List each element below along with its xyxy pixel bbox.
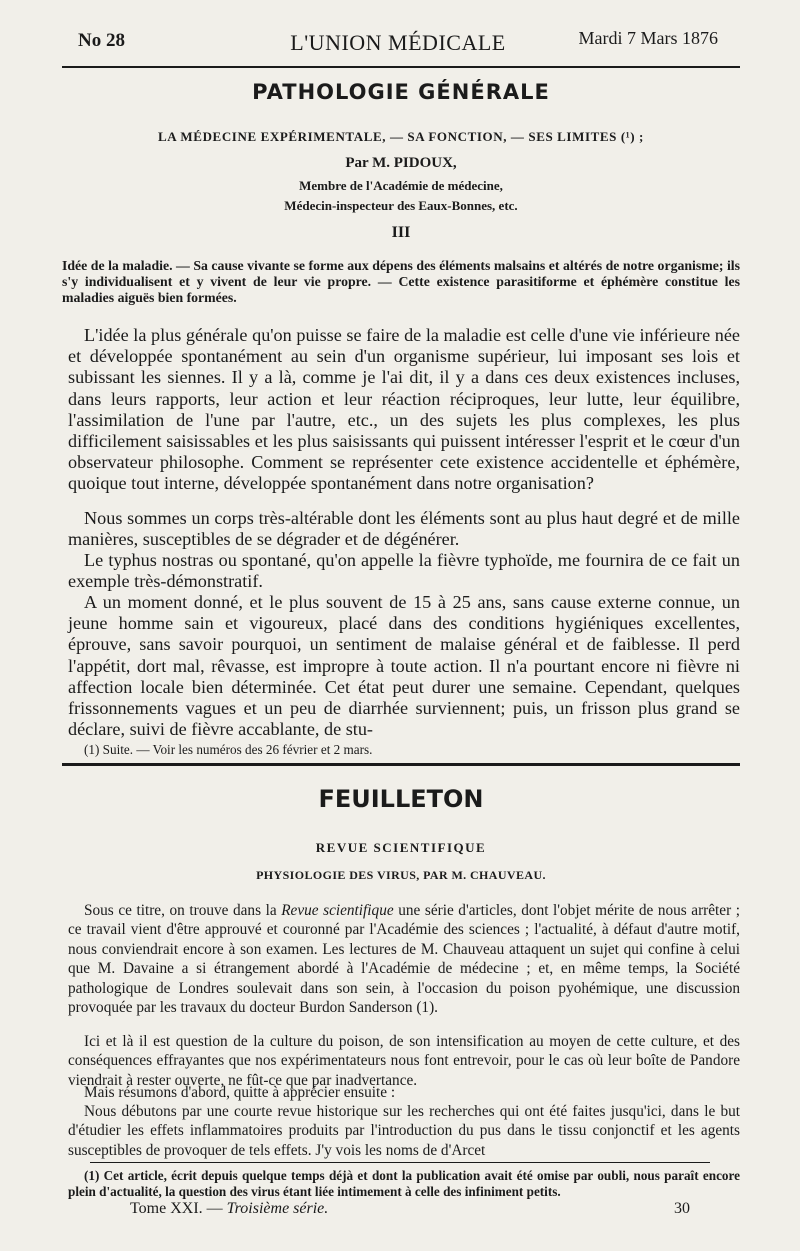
author-role-1: Membre de l'Académie de médecine, [299,178,503,193]
article-paragraph: A un moment donné, et le plus souvent de 15 à 25 ans, sans cause externe connue, un jeune homme sain et vigoureux, placé dans des conditions hygiéniques excellentes, éprouve, sans savoir pourquoi, un sentiment de malaise général et de faiblesse. Il perd l'appétit, dort mal, rêvasse, est impropre à toute action. Il n'a pourtant encore ni fièvre ni affection locale bien déterminée. Cet état peut durer une semaine. Cependant, quelques frissonnements vagues et un peu de diarrhée surviennent; puis, un frisson plus grand se déclare, suivi de fièvre accablante, de stu- [68,592,740,740]
feuilleton-subsubtitle: PHYSIOLOGIE DES VIRUS, PAR M. CHAUVEAU. [256,868,546,882]
journal-title: L'UNION MÉDICALE [290,30,506,55]
tome-text: Tome XXI. — [130,1200,227,1217]
feuilleton-paragraph: Nous débutons par une courte revue historique sur les recherches qui ont été faites jusqu'ici, dans le but d'étudier les effets inflammatoires produits par l'introduction du pus dans le tissu conjonctif et les agents susceptibles de provoquer de tels effets. J'y vois les noms de d'Arcet [68,1103,740,1159]
article-paragraph: Le typhus nostras ou spontané, qu'on appelle la fièvre typhoïde, me fournira de ce fait un exemple très-démonstratif. [68,550,740,592]
feuilleton-footnote-rule [90,1162,710,1163]
feuilleton-paragraph: Ici et là il est question de la culture du poison, de son intensification au moyen de cette culture, et des conséquences effrayantes que nos expérimentateurs nous font entrevoir, pour le cas où leur boîte de Pandore viendrait à rester ouverte, ne fût-ce que par inadvertance. [68,1033,740,1089]
page-header [68,22,728,55]
page-footer [62,1200,740,1222]
author-role-2: Médecin-inspecteur des Eaux-Bonnes, etc. [284,198,518,213]
feuilleton-paragraph: Mais résumons d'abord, quitte à apprécier ensuite : [84,1084,396,1101]
section-title: PATHOLOGIE GÉNÉRALE [252,80,550,104]
series-text: Troisième série. [226,1200,329,1217]
article-summary: Idée de la maladie. — Sa cause vivante se forme aux dépens des éléments malsains et altérés de notre organisme; ils s'y individualisent et y vivent de leur vie propre. — Cette existence parasitiforme et éphémère constitue les maladies aiguës bien formées. [62,258,740,306]
tome-label [130,1200,328,1218]
article-paragraph: Nous sommes un corps très-altérable dont les éléments sont au plus haut degré et de mille manières, susceptibles de se dégrader et de dégénérer. [68,508,740,550]
feuilleton-paragraph [68,901,740,1017]
article-footnote: (1) Suite. — Voir les numéros des 26 février et 2 mars. [84,742,373,757]
part-number: III [391,224,411,241]
author-line: Par M. PIDOUX, [345,155,457,171]
article-paragraph: L'idée la plus générale qu'on puisse se faire de la maladie est celle d'une vie inférieure née et développée spontanément au sein d'un organisme supérieur, lui imposant ses lois et subissant les siennes. Il y a là, comme je l'ai dit, il y a dans ces deux existences incluses, dans leurs rapports, leur action et leur réaction réciproques, leur lutte, leur équilibre, l'assimilation de l'une par l'autre, etc., un des sujets les plus complexes, les plus difficilement saisissables et les plus saisissants qui puissent intéresser l'esprit et le cœur d'un observateur philosophe. Comment se représenter cete existence accidentelle et éphémère, quoique tout interne, développée spontanément dans notre organisation? [68,325,740,494]
page-number: 30 [674,1200,690,1217]
header-rule [62,66,740,68]
feuilleton-title: FEUILLETON [318,785,484,813]
article-subtitle: LA MÉDECINE EXPÉRIMENTALE, — SA FONCTION, — SES LIMITES (¹) ; [158,129,644,144]
feuilleton-text: Sous ce titre, on trouve dans la [84,902,282,919]
revue-scientifique-title: Revue scientifique [281,902,394,919]
feuilleton-rule [62,763,740,766]
issue-number: No 28 [78,30,125,51]
feuilleton-text: une série d'articles, dont l'objet mérite de nous arrêter ; ce travail vient d'être approuvé et couronné par l'Académie des sciences ; l'actualité, à défaut d'autre motif, nous conviendrait encore à son examen. Les lectures de M. Chauveau attaquent un sujet qui confine à celui que M. Davaine a si étrangement abordé à l'Académie de médecine ; et, en même temps, la Société pathologique de Londres soulevait dans son sein, à l'occasion du poison pyohémique, une discussion provoquée par les travaux du docteur Burdon Sanderson (1). [68,902,740,1017]
feuilleton-footnote: (1) Cet article, écrit depuis quelque temps déjà et dont la publication avait été omise par oubli, nous paraît encore plein d'actualité, la question des virus étant liée intimement à celle des infiniment petits. [68,1168,740,1199]
issue-date: Mardi 7 Mars 1876 [578,28,718,48]
feuilleton-subtitle: REVUE SCIENTIFIQUE [315,840,487,855]
